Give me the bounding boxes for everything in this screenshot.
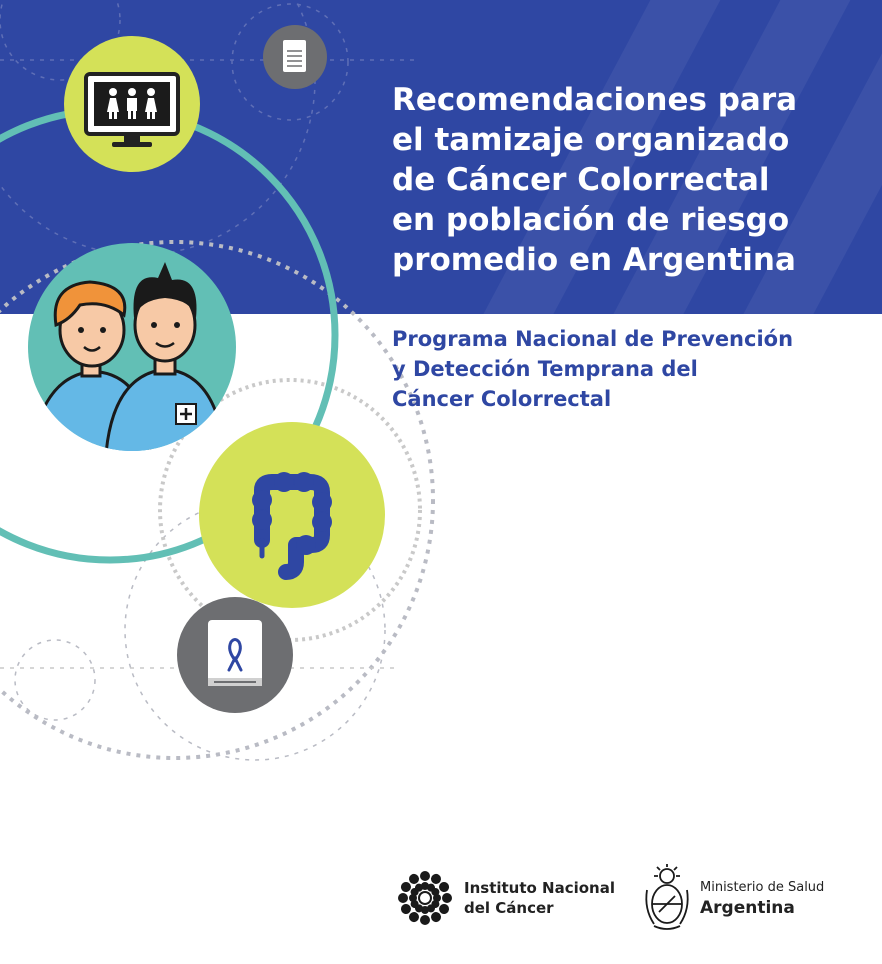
ministerio-name-line2: Argentina bbox=[700, 898, 795, 918]
health-workers-icon bbox=[28, 243, 236, 470]
instituto-name-line1: Instituto Nacional bbox=[464, 879, 616, 897]
colon-icon bbox=[199, 422, 385, 608]
ministerio-name-line1: Ministerio de Salud bbox=[700, 880, 825, 895]
instituto-logo bbox=[396, 866, 615, 930]
book-ribbon-icon bbox=[177, 597, 293, 713]
instituto-name-line2: del Cáncer bbox=[464, 899, 554, 917]
document-title: Recomendaciones para el tamizaje organizado de Cáncer Colorrectal en población de riesgo promedio en Argentina bbox=[392, 82, 798, 278]
monitor-people-icon bbox=[64, 36, 200, 172]
instituto-emblem-icon bbox=[396, 866, 454, 930]
document-icon bbox=[263, 25, 327, 89]
ministerio-logo bbox=[642, 864, 824, 934]
argentina-coat-of-arms-icon bbox=[642, 864, 692, 934]
program-subtitle: Programa Nacional de Prevención y Detección Temprana del Cáncer Colorrectal bbox=[392, 327, 794, 411]
